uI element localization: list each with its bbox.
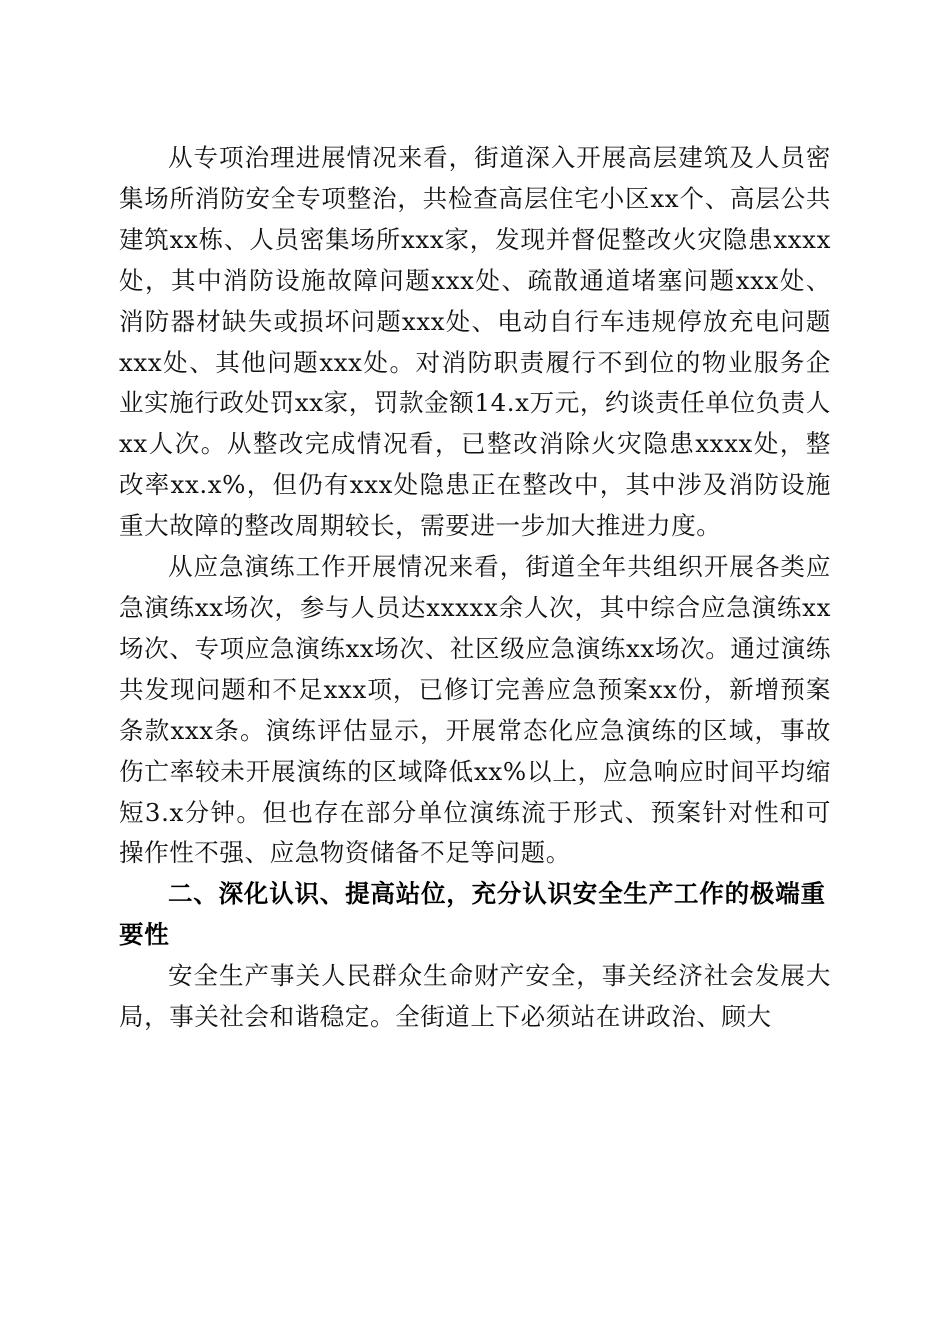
section-heading: 二、深化认识、提高站位，充分认识安全生产工作的极端重要性 [119, 879, 826, 950]
paragraph-special-rectification: 从专项治理进展情况来看，街道深入开展高层建筑及人员密集场所消防安全专项整治，共检查高层住宅小区xx个、高层公共建筑xx栋、人员密集场所xxx家，发现并督促整改火灾隐患xxxx处，其中消防设施故障问题xxx处、疏散通道堵塞问题xxx处、消防器材缺失或损坏问题xxx处、电动自行车违规停放充电问题xxx处、其他问题xxx处。对消防职责履行不到位的物业服务企业实施行政处罚xx家，罚款金额14.x万元，约谈责任单位负责人xx人次。从整改完成情况看，已整改消除火灾隐患xxxx处，整改率xx.x%，但仍有xxx处隐患正在整改中，其中涉及消防设施重大故障的整改周期较长，需要进一步加大推进力度。 [119, 143, 831, 541]
document-body [119, 138, 831, 1038]
paragraph-emergency-drills: 从应急演练工作开展情况来看，街道全年共组织开展各类应急演练xx场次，参与人员达xxxxx余人次，其中综合应急演练xx场次、专项应急演练xx场次、社区级应急演练xx场次。通过演练共发现问题和不足xxx项，已修订完善应急预案xx份，新增预案条款xxx条。演练评估显示，开展常态化应急演练的区域，事故伤亡率较未开展演练的区域降低xx%以上，应急响应时间平均缩短3.x分钟。但也存在部分单位演练流于形式、预案针对性和可操作性不强、应急物资储备不足等问题。 [119, 552, 831, 868]
paragraph-safety-importance: 安全生产事关人民群众生命财产安全，事关经济社会发展大局，事关社会和谐稳定。全街道上下必须站在讲政治、顾大 [119, 961, 831, 1032]
